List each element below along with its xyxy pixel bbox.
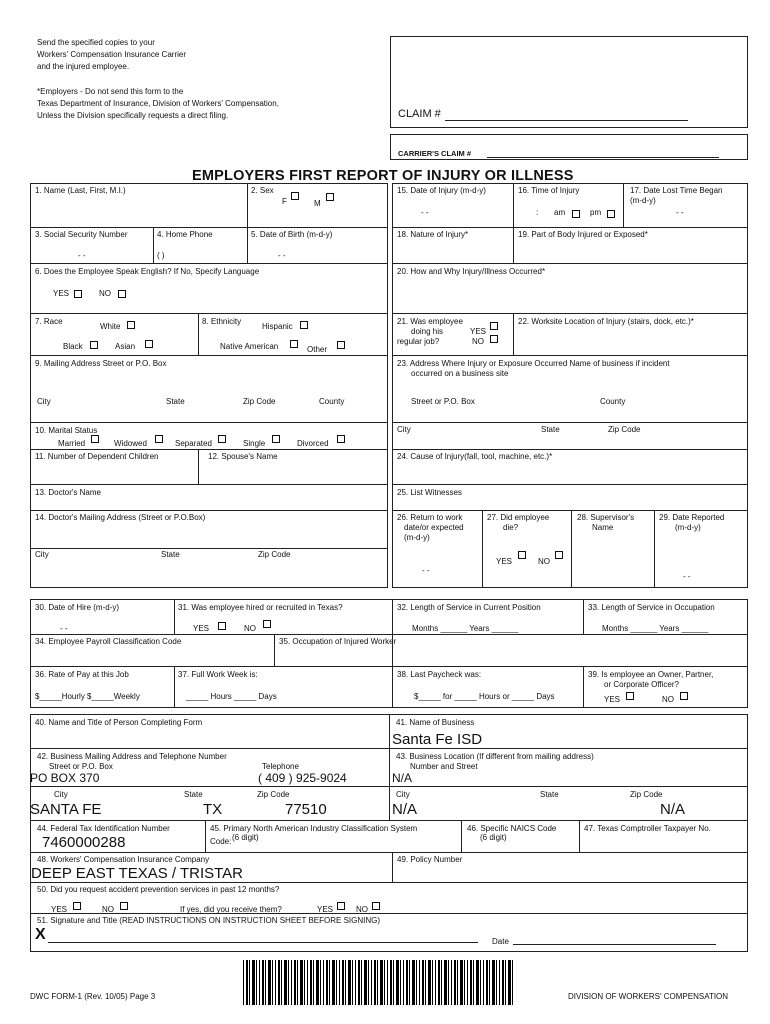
english-no-label: NO (99, 289, 111, 298)
race-white-label: White (100, 322, 121, 331)
field-26-label: 26. Return to work (397, 513, 463, 522)
signature-line[interactable] (48, 942, 478, 943)
field-21-sub2: regular job? (397, 337, 440, 346)
incident-county-label: County (600, 397, 626, 406)
field-17-sub: (m-d-y) (630, 196, 656, 205)
race-black-checkbox[interactable] (90, 341, 98, 349)
sex-f-label: F (282, 197, 287, 206)
mailing-street-label: Street or P.O. Box (49, 762, 113, 771)
died-no-checkbox[interactable] (555, 551, 563, 559)
received-yes-label: YES (317, 905, 334, 914)
owner-no-label: NO (662, 695, 674, 704)
location-zip-value[interactable]: N/A (660, 801, 686, 818)
signature-x: X (35, 926, 46, 943)
field-27-label: 27. Did employee (487, 513, 550, 522)
instruction-line: Texas Department of Insurance, Division of Workers' Compensation, (37, 99, 279, 108)
marital-divorced-label: Divorced (297, 439, 329, 448)
claim-underline (445, 120, 688, 121)
field-33-label: 33. Length of Service in Occupation (588, 603, 715, 612)
field-45-label: 45. Primary North American Industry Classification System (210, 824, 418, 833)
naics-digit-note: (6 digit) (232, 833, 259, 842)
race-asian-label: Asian (115, 342, 136, 351)
owner-yes-label: YES (604, 695, 621, 704)
field-2-label: 2. Sex (251, 186, 274, 195)
field-28-sub: Name (592, 523, 614, 532)
ethnicity-other-checkbox[interactable] (337, 341, 345, 349)
field-20-label: 20. How and Why Injury/Illness Occurred* (397, 267, 546, 276)
race-asian-checkbox[interactable] (145, 340, 153, 348)
died-yes-checkbox[interactable] (518, 551, 526, 559)
location-street-label: Number and Street (410, 762, 478, 771)
field-36-label: 36. Rate of Pay at this Job (35, 670, 129, 679)
return-date-field[interactable]: - - (422, 566, 430, 575)
form-title: EMPLOYERS FIRST REPORT OF INJURY OR ILLNESS (192, 168, 574, 184)
naics-code-label: Code: (210, 837, 232, 846)
marital-widowed-label: Widowed (114, 439, 147, 448)
field-35-label: 35. Occupation of Injured Worker (279, 637, 397, 646)
died-no-label: NO (538, 557, 550, 566)
instruction-line: and the injured employee. (37, 62, 130, 71)
location-state-label: State (540, 790, 559, 799)
tax-id-value[interactable]: 7460000288 (42, 834, 126, 851)
business-name-value[interactable]: Santa Fe ISD (392, 731, 483, 748)
incident-city-label: City (397, 425, 411, 434)
footer-division: DIVISION OF WORKERS' COMPENSATION (568, 992, 729, 1001)
field-29-sub: (m-d-y) (675, 523, 701, 532)
owner-yes-checkbox[interactable] (626, 692, 634, 700)
mail-zip-label: Zip Code (243, 397, 276, 406)
lost-time-date-field[interactable]: - - (676, 208, 684, 217)
received-no-label: NO (356, 905, 368, 914)
barcode (243, 960, 515, 1005)
position-service-field[interactable]: Months ______ Years ______ (412, 624, 519, 633)
race-white-checkbox[interactable] (127, 321, 135, 329)
telephone-label: Telephone (262, 762, 299, 771)
mailing-zip-label: Zip Code (257, 790, 290, 799)
ethnicity-native-label: Native American (220, 342, 279, 351)
doctor-state-label: State (161, 550, 180, 559)
field-13-label: 13. Doctor's Name (35, 488, 101, 497)
english-yes-label: YES (53, 289, 70, 298)
field-37-label: 37. Full Work Week is: (178, 670, 258, 679)
rate-of-pay-field[interactable]: $_____Hourly $_____Weekly (35, 692, 140, 701)
incident-state-label: State (541, 425, 560, 434)
texas-hire-yes-checkbox[interactable] (218, 622, 226, 630)
field-48-label: 48. Workers' Compensation Insurance Company (37, 855, 210, 864)
field-32-label: 32. Length of Service in Current Position (397, 603, 541, 612)
incident-zip-label: Zip Code (608, 425, 641, 434)
last-paycheck-field[interactable]: $_____ for _____ Hours or _____ Days (414, 692, 555, 701)
carrier-claim-underline (487, 157, 719, 158)
texas-hire-no-label: NO (244, 624, 256, 633)
field-21-sub: doing his (411, 327, 444, 336)
marital-single-checkbox[interactable] (272, 435, 280, 443)
occupation-service-field[interactable]: Months ______ Years ______ (602, 624, 709, 633)
specific-naics-digit-note: (6 digit) (480, 833, 507, 842)
field-41-label: 41. Name of Business (396, 718, 475, 727)
field-14-label: 14. Doctor's Mailing Address (Street or P.O.Box) (35, 513, 206, 522)
marital-divorced-checkbox[interactable] (337, 435, 345, 443)
instruction-line: *Employers - Do not send this form to the (37, 87, 184, 96)
regular-job-yes-checkbox[interactable] (490, 322, 498, 330)
mailing-zip-value[interactable]: 77510 (285, 801, 327, 818)
mail-state-label: State (166, 397, 185, 406)
field-9-label: 9. Mailing Address Street or P.O. Box (35, 359, 167, 368)
field-29-label: 29. Date Reported (659, 513, 725, 522)
phone-field[interactable]: ( ) (157, 251, 165, 260)
name-field[interactable] (32, 195, 244, 225)
am-label: am (554, 208, 566, 217)
ethnicity-hispanic-checkbox[interactable] (300, 321, 308, 329)
field-47-label: 47. Texas Comptroller Taxpayer No. (584, 824, 711, 833)
marital-married-label: Married (58, 439, 86, 448)
field-7-label: 7. Race (35, 317, 63, 326)
field-26-sub: date/or expected (404, 523, 464, 532)
instruction-line: Unless the Division specifically requests a direct filing. (37, 111, 229, 120)
received-yes-checkbox[interactable] (337, 902, 345, 910)
location-city-label: City (396, 790, 410, 799)
sex-m-checkbox[interactable] (326, 193, 334, 201)
marital-married-checkbox[interactable] (91, 435, 99, 443)
incident-street-label: Street or P.O. Box (411, 397, 475, 406)
sex-m-label: M (314, 199, 321, 208)
carrier-claim-label: CARRIER'S CLAIM # (398, 149, 472, 158)
field-30-label: 30. Date of Hire (m-d-y) (35, 603, 120, 612)
am-checkbox[interactable] (572, 210, 580, 218)
doctor-zip-label: Zip Code (258, 550, 291, 559)
field-27-sub: die? (503, 523, 519, 532)
mail-city-label: City (37, 397, 51, 406)
sign-date-label: Date (492, 937, 509, 946)
work-week-field[interactable]: _____ Hours _____ Days (186, 692, 277, 701)
telephone-value[interactable]: ( 409 ) 925-9024 (258, 771, 347, 785)
field-19-label: 19. Part of Body Injured or Exposed* (518, 230, 648, 239)
field-24-label: 24. Cause of Injury(fall, tool, machine, etc.)* (397, 452, 553, 461)
hire-date-field[interactable]: - - (60, 624, 68, 633)
claim-box[interactable] (390, 36, 748, 128)
field-18-label: 18. Nature of Injury* (397, 230, 469, 239)
field-40-label: 40. Name and Title of Person Completing Form (35, 718, 203, 727)
field-44-label: 44. Federal Tax Identification Number (37, 824, 170, 833)
marital-separated-checkbox[interactable] (218, 435, 226, 443)
field-31-label: 31. Was employee hired or recruited in Texas? (178, 603, 343, 612)
field-23-label: 23. Address Where Injury or Exposure Occurred Name of business if incident (397, 359, 670, 368)
prevention-yes-checkbox[interactable] (73, 902, 81, 910)
english-yes-checkbox[interactable] (74, 290, 82, 298)
field-28-label: 28. Supervisor's (577, 513, 635, 522)
location-street-value[interactable]: N/A (392, 771, 413, 785)
regular-job-no-label: NO (472, 337, 484, 346)
mailing-street-value[interactable]: PO BOX 370 (30, 771, 100, 785)
field-34-label: 34. Employee Payroll Classification Code (35, 637, 182, 646)
prevention-no-checkbox[interactable] (120, 902, 128, 910)
instruction-line: Workers' Compensation Insurance Carrier (37, 50, 186, 59)
field-22-label: 22. Worksite Location of Injury (stairs, dock, etc.)* (518, 317, 694, 326)
field-4-label: 4. Home Phone (157, 230, 213, 239)
injury-date-field[interactable]: - - (421, 208, 429, 217)
field-17-label: 17. Date Lost Time Began (630, 186, 723, 195)
field-46-label: 46. Specific NAICS Code (467, 824, 557, 833)
field-26-sub2: (m-d-y) (404, 533, 430, 542)
prevention-yes-label: YES (51, 905, 68, 914)
pm-label: pm (590, 208, 602, 217)
texas-hire-no-checkbox[interactable] (263, 620, 271, 628)
field-21-label: 21. Was employee (397, 317, 463, 326)
field-1-label: 1. Name (Last, First, M.I.) (35, 186, 126, 195)
regular-job-yes-label: YES (470, 327, 487, 336)
sex-f-checkbox[interactable] (291, 192, 299, 200)
field-11-label: 11. Number of Dependent Children (35, 452, 159, 461)
died-yes-label: YES (496, 557, 513, 566)
location-city-value[interactable]: N/A (392, 801, 418, 818)
employee-section (30, 183, 388, 588)
field-8-label: 8. Ethnicity (202, 317, 242, 326)
mailing-state-value[interactable]: TX (203, 801, 223, 818)
mailing-city-value[interactable]: SANTA FE (30, 801, 102, 818)
field-5-label: 5. Date of Birth (m-d-y) (251, 230, 333, 239)
prevention-no-label: NO (102, 905, 114, 914)
field-12-label: 12. Spouse's Name (208, 452, 278, 461)
marital-widowed-checkbox[interactable] (155, 435, 163, 443)
insurance-company-value[interactable]: DEEP EAST TEXAS / TRISTAR (31, 865, 244, 882)
field-25-label: 25. List Witnesses (397, 488, 462, 497)
field-49-label: 49. Policy Number (397, 855, 463, 864)
field-50-label: 50. Did you request accident prevention services in past 12 months? (37, 885, 280, 894)
race-black-label: Black (63, 342, 83, 351)
mailing-city-label: City (54, 790, 68, 799)
field-39-sub: or Corporate Officer? (604, 680, 679, 689)
field-16-label: 16. Time of Injury (518, 186, 580, 195)
received-no-checkbox[interactable] (372, 902, 380, 910)
field-51-label: 51. Signature and Title (READ INSTRUCTIONS ON INSTRUCTION SHEET BEFORE SIGNING) (37, 916, 381, 925)
english-no-checkbox[interactable] (118, 290, 126, 298)
ethnicity-native-checkbox[interactable] (290, 340, 298, 348)
claim-label: CLAIM # (398, 108, 441, 120)
field-42-label: 42. Business Mailing Address and Telephone Number (37, 752, 227, 761)
mail-county-label: County (319, 397, 345, 406)
ethnicity-other-label: Other (307, 345, 328, 354)
doctor-city-label: City (35, 550, 49, 559)
field-38-label: 38. Last Paycheck was: (397, 670, 482, 679)
field-43-label: 43. Business Location (If different from mailing address) (396, 752, 594, 761)
regular-job-no-checkbox[interactable] (490, 335, 498, 343)
received-question: If yes, did you receive them? (180, 905, 282, 914)
field-6-label: 6. Does the Employee Speak English? If No, Specify Language (35, 267, 260, 276)
location-zip-label: Zip Code (630, 790, 663, 799)
texas-hire-yes-label: YES (193, 624, 210, 633)
pm-checkbox[interactable] (607, 210, 615, 218)
owner-no-checkbox[interactable] (680, 692, 688, 700)
field-3-label: 3. Social Security Number (35, 230, 128, 239)
field-15-label: 15. Date of Injury (m-d-y) (397, 186, 486, 195)
ssn-dashes[interactable]: - - (78, 251, 86, 260)
field-39-label: 39. Is employee an Owner, Partner, (588, 670, 714, 679)
field-10-label: 10. Marital Status (35, 426, 98, 435)
sign-date-line[interactable] (513, 944, 716, 945)
reported-date-field[interactable]: - - (683, 572, 691, 581)
field-23-sub: occurred on a business site (411, 369, 509, 378)
injury-time-colon: : (536, 208, 539, 217)
instruction-line: Send the specified copies to your (37, 38, 155, 47)
marital-single-label: Single (243, 439, 266, 448)
footer-form-id: DWC FORM-1 (Rev. 10/05) Page 3 (30, 992, 156, 1001)
dob-field[interactable]: - - (278, 251, 286, 260)
marital-separated-label: Separated (175, 439, 212, 448)
mailing-state-label: State (184, 790, 203, 799)
ethnicity-hispanic-label: Hispanic (262, 322, 293, 331)
